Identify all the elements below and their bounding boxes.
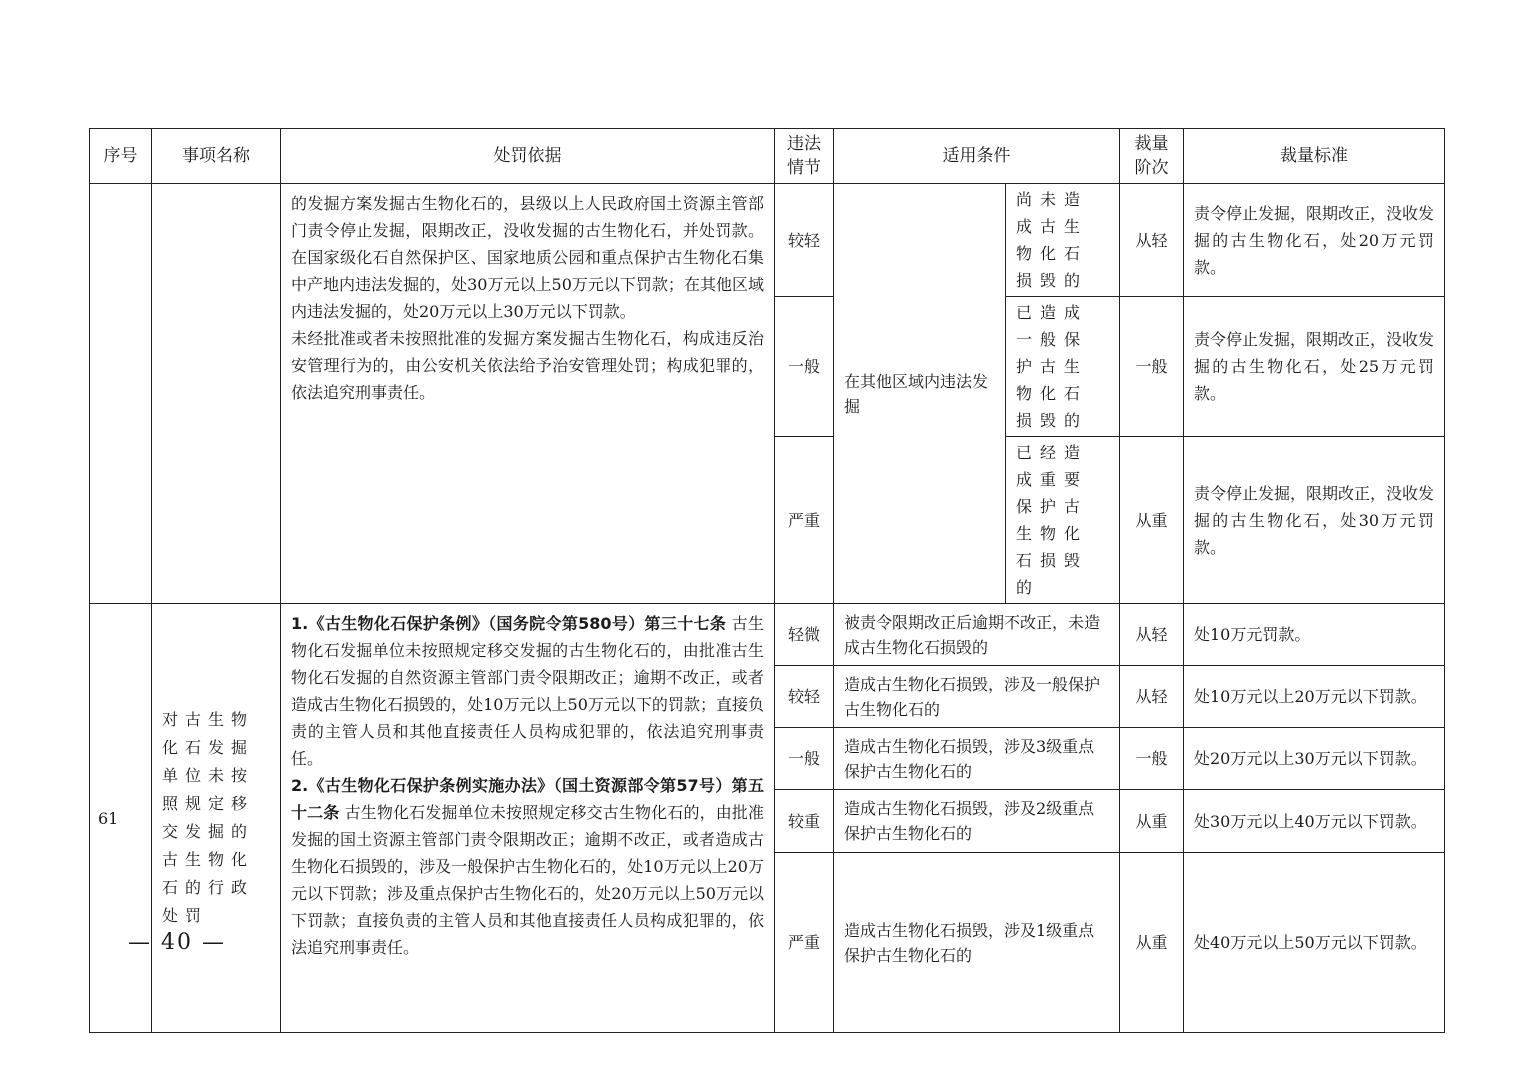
- standard-cell: 责令停止发掘，限期改正，没收发掘的古生物化石，处30万元罚款。: [1184, 437, 1445, 604]
- standard-cell: 处40万元以上50万元以下罚款。: [1184, 853, 1445, 1033]
- condition-cell: 被责令限期改正后逾期不改正，未造成古生物化石损毁的: [834, 604, 1120, 666]
- basis-paragraph: 未经批准或者未按照批准的发掘方案发掘古生物化石，构成违反治安管理行为的，由公安机关依法给予治安管理处罚；构成犯罪的，依法追究刑事责任。: [291, 329, 764, 402]
- header-row: [90, 129, 1445, 184]
- level-cell: 一般: [1120, 728, 1184, 790]
- seq-cell-empty: [90, 184, 152, 604]
- header-seq: 序号: [90, 129, 152, 184]
- header-conditions: 适用条件: [834, 129, 1120, 184]
- basis-cell: [281, 184, 775, 604]
- header-item: 事项名称: [152, 129, 281, 184]
- condition-cell: 在其他区域内违法发掘: [834, 184, 1006, 604]
- table-row: [90, 604, 1445, 666]
- header-level-text: 裁量阶次: [1134, 134, 1169, 178]
- basis-title: 1.《古生物化石保护条例》（国务院令第580号）第三十七条: [291, 614, 727, 633]
- level-cell: 一般: [1120, 297, 1184, 437]
- level-cell: 从轻: [1120, 604, 1184, 666]
- header-circumstance-text: 违法情节: [787, 134, 821, 178]
- seq-cell: 61: [90, 604, 152, 1033]
- condition-cell: 造成古生物化石损毁，涉及2级重点保护古生物化石的: [834, 790, 1120, 853]
- header-basis: 处罚依据: [281, 129, 775, 184]
- table-row: [90, 184, 1445, 297]
- condition-cell: 造成古生物化石损毁，涉及一般保护古生物化石的: [834, 666, 1120, 728]
- sub-condition-cell: 尚未造成古生物化石损毁的: [1006, 184, 1120, 297]
- circumstance-cell: 轻微: [775, 604, 834, 666]
- standard-cell: 处10万元以上20万元以下罚款。: [1184, 666, 1445, 728]
- sub-condition-cell: 已经造成重要保护古生物化石损毁的: [1006, 437, 1120, 604]
- condition-cell: 造成古生物化石损毁，涉及1级重点保护古生物化石的: [834, 853, 1120, 1033]
- standard-cell: 处10万元罚款。: [1184, 604, 1445, 666]
- header-level: [1120, 129, 1184, 184]
- page-number: — 40 —: [128, 930, 226, 955]
- standard-cell: 责令停止发掘，限期改正，没收发掘的古生物化石，处20万元罚款。: [1184, 184, 1445, 297]
- basis-text: 古生物化石发掘单位未按照规定移交发掘的古生物化石的，由批准古生物化石发掘的自然资源主管部门责令限期改正；逾期不改正，或者造成古生物化石损毁的，处10万元以上50万元以下的罚款；直接负责的主管人员和其他直接责任人员构成犯罪的，依法追究刑事责任。: [291, 614, 764, 768]
- level-cell: 从重: [1120, 853, 1184, 1033]
- item-cell-empty: [152, 184, 281, 604]
- sub-condition-cell: 已造成一般保护古生物化石损毁的: [1006, 297, 1120, 437]
- header-standard: 裁量标准: [1184, 129, 1445, 184]
- circumstance-cell: 较重: [775, 790, 834, 853]
- penalty-table: [89, 128, 1445, 1033]
- standard-cell: 处20万元以上30万元以下罚款。: [1184, 728, 1445, 790]
- level-cell: 从重: [1120, 437, 1184, 604]
- basis-text: 古生物化石发掘单位未按照规定移交古生物化石的，由批准发掘的国土资源主管部门责令限期改正；逾期不改正，或者造成古生物化石损毁的，涉及一般保护古生物化石的，处10万元以上20万元以下罚款；涉及重点保护古生物化石的，处20万元以上50万元以下罚款；直接负责的主管人员和其他直接责任人员构成犯罪的，依法追究刑事责任。: [291, 803, 764, 957]
- circumstance-cell: 一般: [775, 728, 834, 790]
- basis-paragraph: 的发掘方案发掘古生物化石的，县级以上人民政府国土资源主管部门责令停止发掘，限期改正，没收发掘的古生物化石，并处罚款。在国家级化石自然保护区、国家地质公园和重点保护古生物化石集中产地内违法发掘的，处30万元以上50万元以下罚款；在其他区域内违法发掘的，处20万元以上30万元以下罚款。: [291, 194, 764, 321]
- circumstance-cell: 严重: [775, 853, 834, 1033]
- level-cell: 从重: [1120, 790, 1184, 853]
- item-cell: 对古生物化石发掘单位未按照规定移交发掘的古生物化石的行政处罚: [152, 604, 281, 1033]
- circumstance-cell: 较轻: [775, 666, 834, 728]
- header-circumstance: [775, 129, 834, 184]
- basis-paragraph: [291, 610, 764, 772]
- basis-cell: [281, 604, 775, 1033]
- basis-title: 2.《古生物化石保护条例实施办法》（国土资源部令第57号）第五十二条: [291, 776, 764, 822]
- standard-cell: 责令停止发掘，限期改正，没收发掘的古生物化石，处25万元罚款。: [1184, 297, 1445, 437]
- condition-cell: 造成古生物化石损毁，涉及3级重点保护古生物化石的: [834, 728, 1120, 790]
- standard-cell: 处30万元以上40万元以下罚款。: [1184, 790, 1445, 853]
- basis-paragraph: [291, 772, 764, 961]
- level-cell: 从轻: [1120, 184, 1184, 297]
- level-cell: 从轻: [1120, 666, 1184, 728]
- circumstance-cell: 较轻: [775, 184, 834, 297]
- circumstance-cell: 一般: [775, 297, 834, 437]
- circumstance-cell: 严重: [775, 437, 834, 604]
